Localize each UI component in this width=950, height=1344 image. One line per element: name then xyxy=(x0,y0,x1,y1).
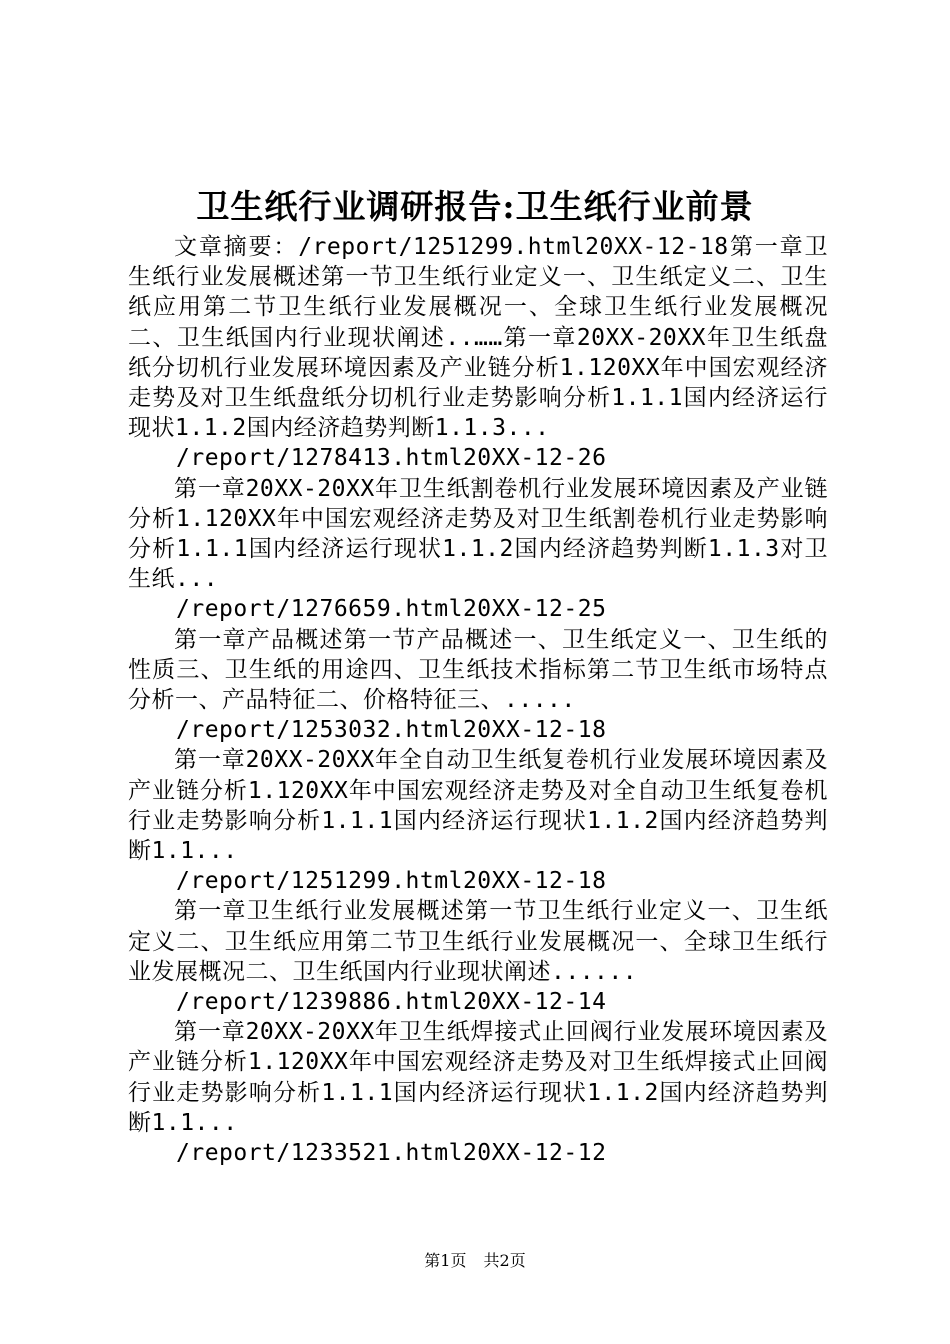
page-total: 共2页 xyxy=(483,1251,526,1270)
summary-paragraph: 第一章20XX-20XX年卫生纸焊接式止回阀行业发展环境因素及产业链分析1.120XX年中国宏观经济走势及对卫生纸焊接式止回阀行业走势影响分析1.1.1国内经济运行现状1.1.2国内经济趋势判断1.1... xyxy=(128,1019,828,1136)
report-link: /report/1251299.html20XX-12-18 xyxy=(176,868,607,895)
page-footer xyxy=(0,1250,950,1272)
summary-paragraph: 第一章产品概述第一节产品概述一、卫生纸定义一、卫生纸的性质三、卫生纸的用途四、卫生纸技术指标第二节卫生纸市场特点分析一、产品特征二、价格特征三、..... xyxy=(128,626,828,714)
report-link: /report/1239886.html20XX-12-14 xyxy=(176,989,607,1016)
report-link: /report/1233521.html20XX-12-12 xyxy=(176,1140,607,1167)
document-title: 卫生纸行业调研报告:卫生纸行业前景 xyxy=(196,187,754,226)
report-link: /report/1253032.html20XX-12-18 xyxy=(176,717,607,744)
document-body xyxy=(128,232,828,1168)
report-link: /report/1278413.html20XX-12-26 xyxy=(176,445,607,472)
summary-paragraph: 第一章20XX-20XX年全自动卫生纸复卷机行业发展环境因素及产业链分析1.120XX年中国宏观经济走势及对全自动卫生纸复卷机行业走势影响分析1.1.1国内经济运行现状1.1.2国内经济趋势判断1.1... xyxy=(128,747,828,865)
summary-paragraph: 文章摘要：/report/1251299.html20XX-12-18第一章卫生纸行业发展概述第一节卫生纸行业定义一、卫生纸定义二、卫生纸应用第二节卫生纸行业发展概况一、全球卫生纸行业发展概况二、卫生纸国内行业现状阐述..……第一章20XX-20XX年卫生纸盘纸分切机行业发展环境因素及产业链分析1.120XX年中国宏观经济走势及对卫生纸盘纸分切机行业走势影响分析1.1.1国内经济运行现状1.1.2国内经济趋势判断1.1.3... xyxy=(128,234,828,442)
summary-paragraph: 第一章20XX-20XX年卫生纸割卷机行业发展环境因素及产业链分析1.120XX年中国宏观经济走势及对卫生纸割卷机行业走势影响分析1.1.1国内经济运行现状1.1.2国内经济趋势判断1.1.3对卫生纸... xyxy=(128,475,828,593)
report-link: /report/1276659.html20XX-12-25 xyxy=(176,596,607,623)
summary-paragraph: 第一章卫生纸行业发展概述第一节卫生纸行业定义一、卫生纸定义二、卫生纸应用第二节卫生纸行业发展概况一、全球卫生纸行业发展概况二、卫生纸国内行业现状阐述...... xyxy=(128,898,828,985)
page-number: 第1页 xyxy=(424,1251,467,1270)
